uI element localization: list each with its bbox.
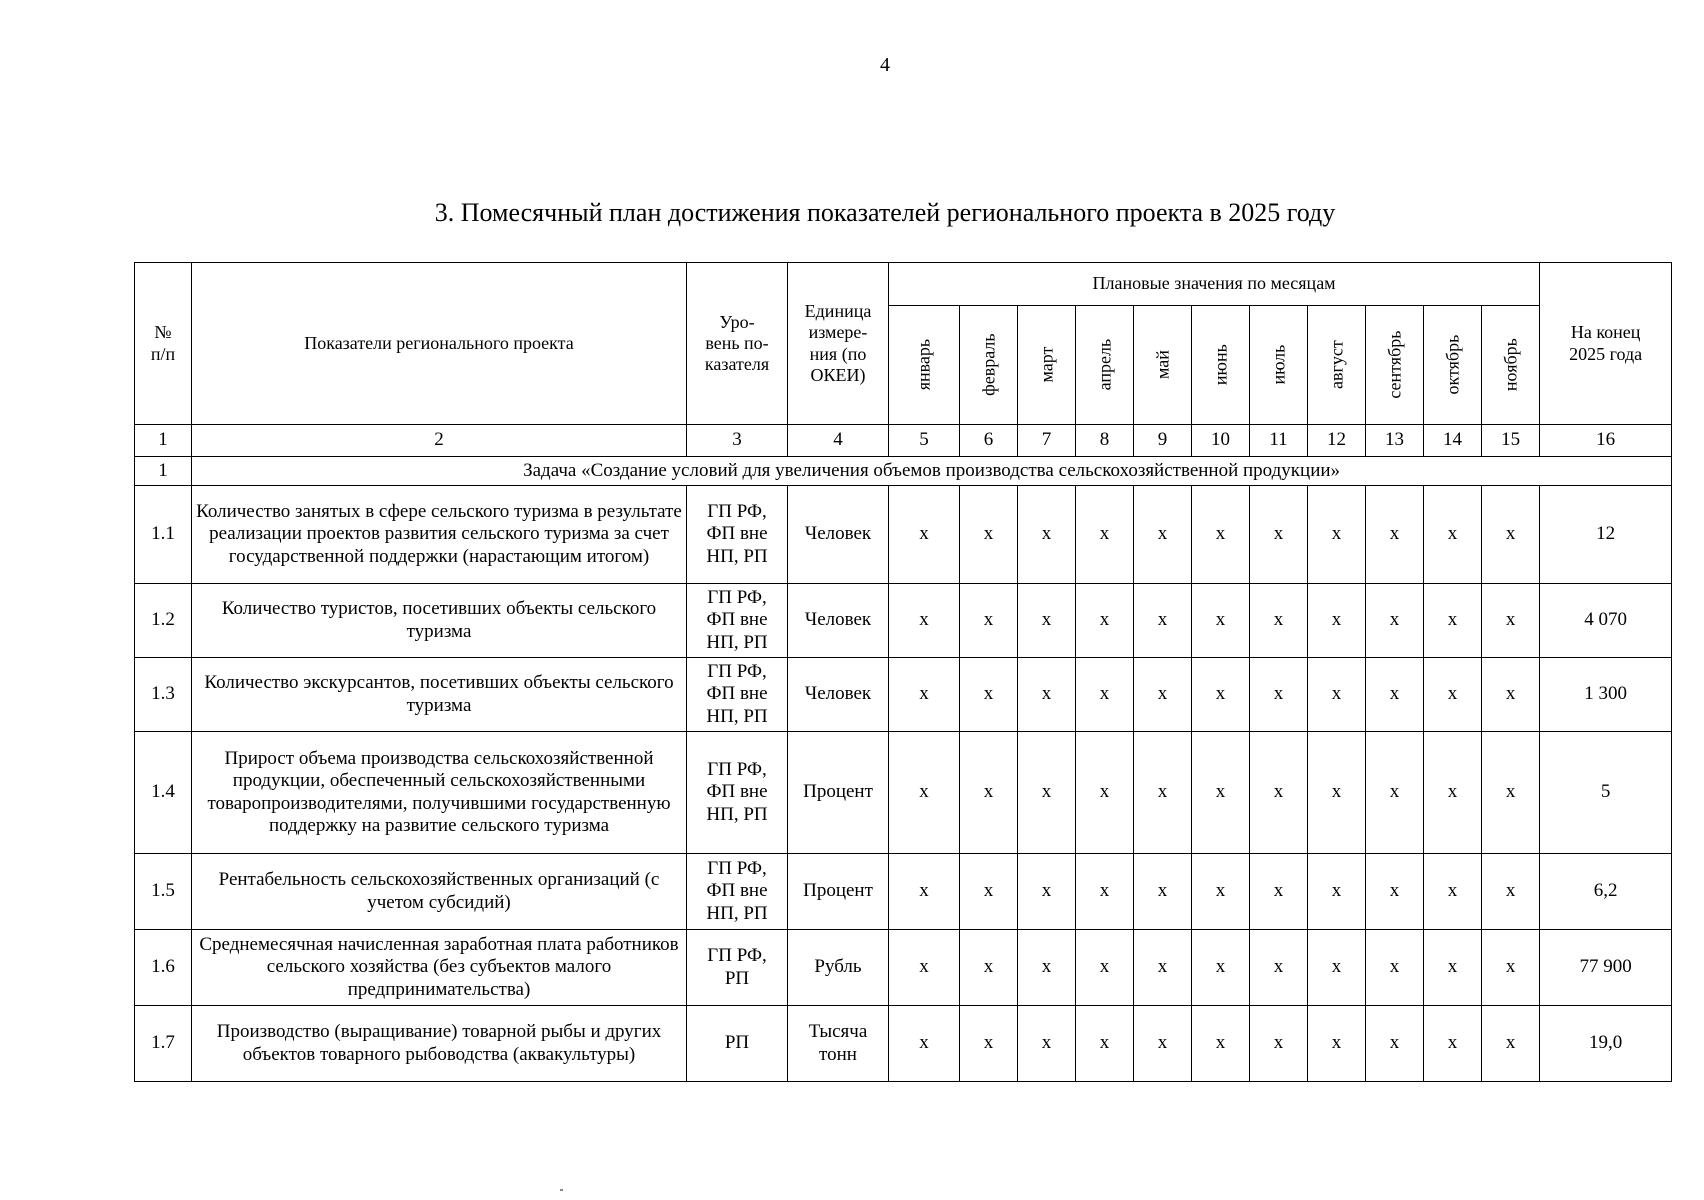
indicator-level: ГП РФ, ФП вне НП, РП [687,584,788,658]
month-value: x [1250,584,1308,658]
month-value: x [1134,1006,1192,1082]
indicator-level: ГП РФ, ФП вне НП, РП [687,658,788,732]
month-value: x [1482,854,1540,930]
month-value: x [960,1006,1018,1082]
table-row [135,486,1672,584]
month-value: x [1018,732,1076,854]
row-number: 1.1 [135,486,192,584]
month-value: x [1482,658,1540,732]
month-value: x [1134,584,1192,658]
page-number: 4 [880,54,890,76]
month-value: x [1424,486,1482,584]
month-value: x [1134,486,1192,584]
column-number: 16 [1540,425,1672,457]
month-value: x [1308,930,1366,1006]
row-number: 1.2 [135,584,192,658]
column-number: 15 [1482,425,1540,457]
column-number: 7 [1018,425,1076,457]
month-value: x [1192,1006,1250,1082]
month-value: x [889,1006,960,1082]
month-value: x [1366,486,1424,584]
column-number: 2 [192,425,687,457]
month-value: x [1424,930,1482,1006]
indicator-level: ГП РФ, ФП вне НП, РП [687,854,788,930]
month-value: x [889,732,960,854]
header-month: ноябрь [1482,306,1540,425]
month-value: x [1424,1006,1482,1082]
month-value: x [1308,732,1366,854]
month-value: x [1366,1006,1424,1082]
month-value: x [889,584,960,658]
month-value: x [1366,930,1424,1006]
month-value: x [1308,486,1366,584]
column-number: 11 [1250,425,1308,457]
indicator-name: Производство (выращивание) товарной рыбы и других объектов товарного рыбоводства (аквакультуры) [192,1006,687,1082]
end-of-year-value: 1 300 [1540,658,1672,732]
column-number: 5 [889,425,960,457]
header-month: январь [889,306,960,425]
task-row [135,457,1672,486]
header-month: апрель [1076,306,1134,425]
indicator-unit: Человек [788,486,889,584]
table-row [135,1006,1672,1082]
row-number: 1.5 [135,854,192,930]
month-value: x [1134,854,1192,930]
month-value: x [1076,658,1134,732]
column-number: 12 [1308,425,1366,457]
indicator-unit: Процент [788,854,889,930]
month-value: x [1482,1006,1540,1082]
month-value: x [1018,854,1076,930]
month-value: x [1308,1006,1366,1082]
end-of-year-value: 4 070 [1540,584,1672,658]
month-value: x [960,584,1018,658]
task-text: Задача «Создание условий для увеличения объемов производства сельскохозяйственной продукции» [192,457,1672,486]
header-month: март [1018,306,1076,425]
column-number: 9 [1134,425,1192,457]
row-number: 1.7 [135,1006,192,1082]
month-value: x [960,658,1018,732]
month-value: x [1424,854,1482,930]
scan-artifact [560,1189,563,1191]
indicator-level: ГП РФ, ФП вне НП, РП [687,732,788,854]
column-number: 1 [135,425,192,457]
month-value: x [1192,854,1250,930]
end-of-year-value: 6,2 [1540,854,1672,930]
column-number: 4 [788,425,889,457]
month-value: x [889,486,960,584]
header-row-1 [135,263,1672,306]
month-value: x [1018,584,1076,658]
month-value: x [1192,930,1250,1006]
table-row [135,732,1672,854]
header-month: февраль [960,306,1018,425]
indicator-unit: Человек [788,584,889,658]
month-value: x [960,486,1018,584]
month-value: x [1482,584,1540,658]
month-value: x [1250,854,1308,930]
indicator-unit: Тысяча тонн [788,1006,889,1082]
end-of-year-value: 19,0 [1540,1006,1672,1082]
column-number: 3 [687,425,788,457]
month-value: x [889,658,960,732]
column-number: 6 [960,425,1018,457]
indicator-name: Количество экскурсантов, посетивших объекты сельского туризма [192,658,687,732]
month-value: x [1134,658,1192,732]
month-value: x [1424,732,1482,854]
month-value: x [1482,732,1540,854]
month-value: x [1192,584,1250,658]
month-value: x [1250,658,1308,732]
header-unit: Единица измере- ния (по ОКЕИ) [788,263,889,425]
header-month: август [1308,306,1366,425]
month-value: x [1192,486,1250,584]
month-value: x [1192,732,1250,854]
indicator-level: РП [687,1006,788,1082]
header-month: май [1134,306,1192,425]
table-row [135,658,1672,732]
month-value: x [1076,732,1134,854]
month-value: x [1018,486,1076,584]
header-level: Уро- вень по- казателя [687,263,788,425]
header-month: октябрь [1424,306,1482,425]
month-value: x [889,930,960,1006]
indicator-name: Рентабельность сельскохозяйственных организаций (с учетом субсидий) [192,854,687,930]
end-of-year-value: 5 [1540,732,1672,854]
month-value: x [1018,930,1076,1006]
month-value: x [1482,486,1540,584]
month-value: x [1076,930,1134,1006]
end-of-year-value: 12 [1540,486,1672,584]
column-number: 13 [1366,425,1424,457]
month-value: x [1250,732,1308,854]
month-value: x [1076,584,1134,658]
month-value: x [960,854,1018,930]
month-value: x [1018,1006,1076,1082]
indicator-level: ГП РФ, ФП вне НП, РП [687,486,788,584]
header-month: июль [1250,306,1308,425]
column-number: 14 [1424,425,1482,457]
month-value: x [1366,658,1424,732]
table-row [135,930,1672,1006]
indicator-unit: Человек [788,658,889,732]
column-number: 10 [1192,425,1250,457]
month-value: x [1076,854,1134,930]
month-value: x [1134,930,1192,1006]
month-value: x [1076,486,1134,584]
month-value: x [1018,658,1076,732]
section-title: 3. Помесячный план достижения показателей регионального проекта в 2025 году [434,198,1336,227]
header-indicator: Показатели регионального проекта [192,263,687,425]
month-value: x [1366,854,1424,930]
month-value: x [1482,930,1540,1006]
end-of-year-value: 77 900 [1540,930,1672,1006]
month-value: x [1250,486,1308,584]
indicator-unit: Рубль [788,930,889,1006]
month-value: x [889,854,960,930]
indicator-name: Количество туристов, посетивших объекты сельского туризма [192,584,687,658]
month-value: x [1308,854,1366,930]
month-value: x [960,732,1018,854]
month-value: x [1308,584,1366,658]
header-month: сентябрь [1366,306,1424,425]
month-value: x [1192,658,1250,732]
indicator-level: ГП РФ, РП [687,930,788,1006]
monthly-plan-table [134,262,1672,1082]
indicator-name: Среднемесячная начисленная заработная плата работников сельского хозяйства (без субъектов малого предпринимательства) [192,930,687,1006]
header-num: № п/п [135,263,192,425]
month-value: x [1076,1006,1134,1082]
month-value: x [1424,584,1482,658]
month-value: x [1250,1006,1308,1082]
row-number: 1.3 [135,658,192,732]
month-value: x [960,930,1018,1006]
table-row [135,584,1672,658]
month-value: x [1134,732,1192,854]
indicator-unit: Процент [788,732,889,854]
row-number: 1.6 [135,930,192,1006]
month-value: x [1366,732,1424,854]
indicator-name: Количество занятых в сфере сельского туризма в результате реализации проектов развития сельского туризма за счет государственной поддержки (нарастающим итогом) [192,486,687,584]
month-value: x [1366,584,1424,658]
month-value: x [1424,658,1482,732]
column-number-row [135,425,1672,457]
month-value: x [1250,930,1308,1006]
header-end-of-year: На конец 2025 года [1540,263,1672,425]
table-row [135,854,1672,930]
header-monthly: Плановые значения по месяцам [889,263,1540,306]
header-month: июнь [1192,306,1250,425]
indicator-name: Прирост объема производства сельскохозяйственной продукции, обеспеченный сельскохозяйственными товаропроизводителями, получившими государственную поддержку на развитие сельского туризма [192,732,687,854]
month-value: x [1308,658,1366,732]
row-number: 1.4 [135,732,192,854]
task-number: 1 [135,457,192,486]
column-number: 8 [1076,425,1134,457]
